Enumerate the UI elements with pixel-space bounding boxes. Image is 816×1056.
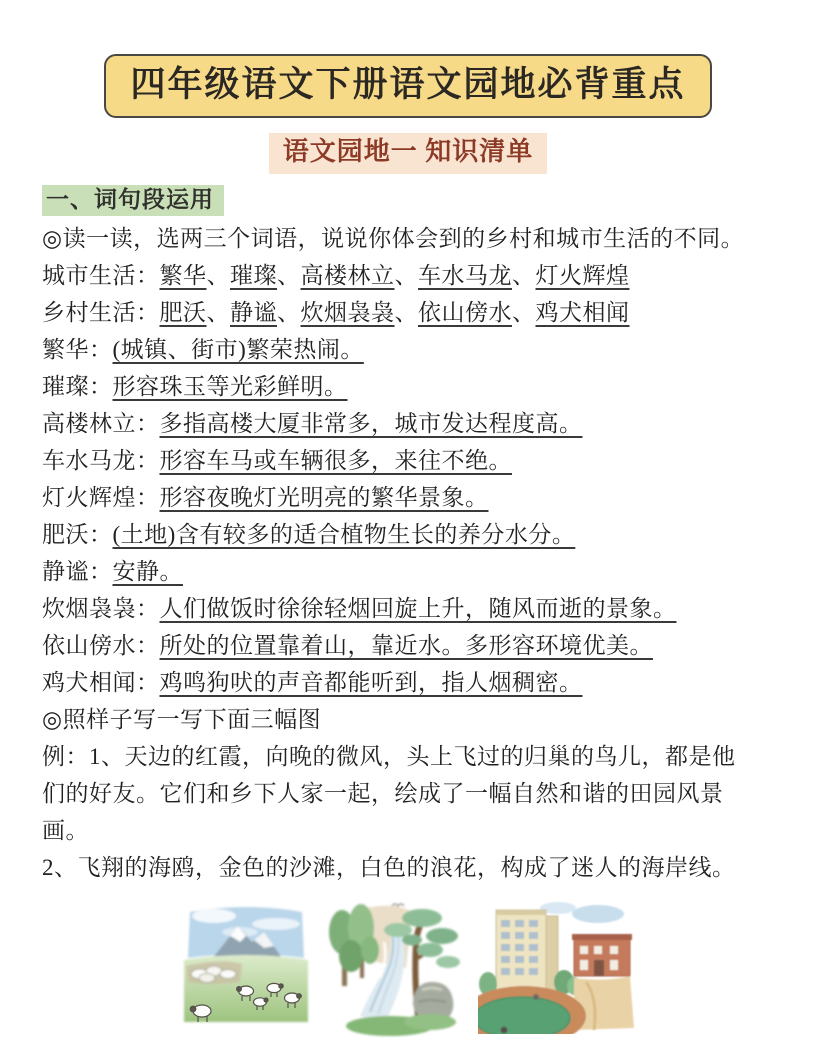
plain-text: 乡村生活： — [42, 300, 160, 326]
underlined-text: 人们做饭时徐徐轻烟回旋上升，随风而逝的景象。 — [159, 596, 677, 622]
text-line — [42, 775, 776, 812]
text-line — [42, 479, 776, 516]
text-line — [42, 738, 776, 775]
text-line — [42, 257, 776, 294]
plain-text: 、 — [206, 263, 230, 289]
plain-text: 画。 — [42, 818, 89, 844]
underlined-text: 炊烟袅袅 — [300, 300, 395, 326]
plain-text: 、 — [277, 263, 301, 289]
plain-text: 、 — [277, 300, 301, 326]
underlined-text: 形容车马或车辆很多，来往不绝。 — [159, 448, 512, 474]
underlined-text: 安静。 — [112, 559, 183, 585]
underlined-text: 静谧 — [230, 300, 277, 326]
plain-text: 、 — [512, 300, 536, 326]
text-line — [42, 664, 776, 701]
illustration-trees-stream — [326, 898, 464, 1040]
plain-text: 例：1、天边的红霞，向晚的微风，头上飞过的归巢的鸟儿，都是他 — [42, 744, 736, 770]
underlined-text: 鸡鸣狗吠的声音都能听到，指人烟稠密。 — [159, 670, 583, 696]
underlined-text: 鸡犬相闻 — [535, 300, 630, 326]
page-title: 四年级语文下册语文园地必背重点 — [104, 54, 711, 118]
lesson-content — [42, 220, 776, 886]
text-line — [42, 405, 776, 442]
text-line — [42, 590, 776, 627]
plain-text: 、 — [206, 300, 230, 326]
plain-text: 、 — [394, 263, 418, 289]
underlined-text: 所处的位置靠着山，靠近水。多形容环境优美。 — [159, 633, 653, 659]
text-line — [42, 849, 776, 886]
plain-text: 鸡犬相闻： — [42, 670, 160, 696]
underlined-text: 璀璨 — [230, 263, 277, 289]
plain-text: 、 — [394, 300, 418, 326]
underlined-text: (城镇、街市)繁荣热闹。 — [112, 337, 364, 363]
text-line — [42, 294, 776, 331]
plain-text: 静谧： — [42, 559, 113, 585]
text-line — [42, 516, 776, 553]
plain-text: 繁华： — [42, 337, 113, 363]
underlined-text: 多指高楼大厦非常多，城市发达程度高。 — [159, 411, 583, 437]
text-line — [42, 220, 776, 257]
plain-text: 肥沃： — [42, 522, 113, 548]
plain-text: 车水马龙： — [42, 448, 160, 474]
plain-text: 2、飞翔的海鸥，金色的沙滩，白色的浪花，构成了迷人的海岸线。 — [42, 855, 736, 881]
plain-text: 们的好友。它们和乡下人家一起，绘成了一幅自然和谐的田园风景 — [42, 781, 724, 807]
plain-text: 高楼林立： — [42, 411, 160, 437]
plain-text: 、 — [512, 263, 536, 289]
underlined-text: 车水马龙 — [418, 263, 512, 289]
section-header: 一、词句段运用 — [42, 185, 224, 217]
illustration-school-playground — [478, 898, 636, 1034]
text-line — [42, 331, 776, 368]
underlined-text: (土地)含有较多的适合植物生长的养分水分。 — [112, 522, 576, 548]
underlined-text: 肥沃 — [159, 300, 207, 326]
underlined-text: 灯火辉煌 — [535, 263, 630, 289]
figure-row — [0, 898, 816, 1040]
plain-text: 炊烟袅袅： — [42, 596, 160, 622]
text-line — [42, 442, 776, 479]
text-line — [42, 553, 776, 590]
underlined-text: 依山傍水 — [418, 300, 512, 326]
plain-text: ◎照样子写一写下面三幅图 — [42, 707, 322, 733]
underlined-text: 形容夜晚灯光明亮的繁华景象。 — [159, 485, 489, 511]
plain-text: 城市生活： — [42, 263, 160, 289]
illustration-snow-mountain-sheep-meadow — [180, 898, 312, 1026]
plain-text: 璀璨： — [42, 374, 113, 400]
underlined-text: 高楼林立 — [300, 263, 395, 289]
plain-text: 灯火辉煌： — [42, 485, 160, 511]
text-line — [42, 368, 776, 405]
text-line — [42, 627, 776, 664]
page-subtitle: 语文园地一 知识清单 — [269, 133, 548, 174]
text-line — [42, 812, 776, 849]
text-line — [42, 701, 776, 738]
underlined-text: 形容珠玉等光彩鲜明。 — [112, 374, 348, 400]
plain-text: 依山傍水： — [42, 633, 160, 659]
underlined-text: 繁华 — [159, 263, 207, 289]
plain-text: ◎读一读，选两三个词语，说说你体会到的乡村和城市生活的不同。 — [42, 226, 745, 252]
